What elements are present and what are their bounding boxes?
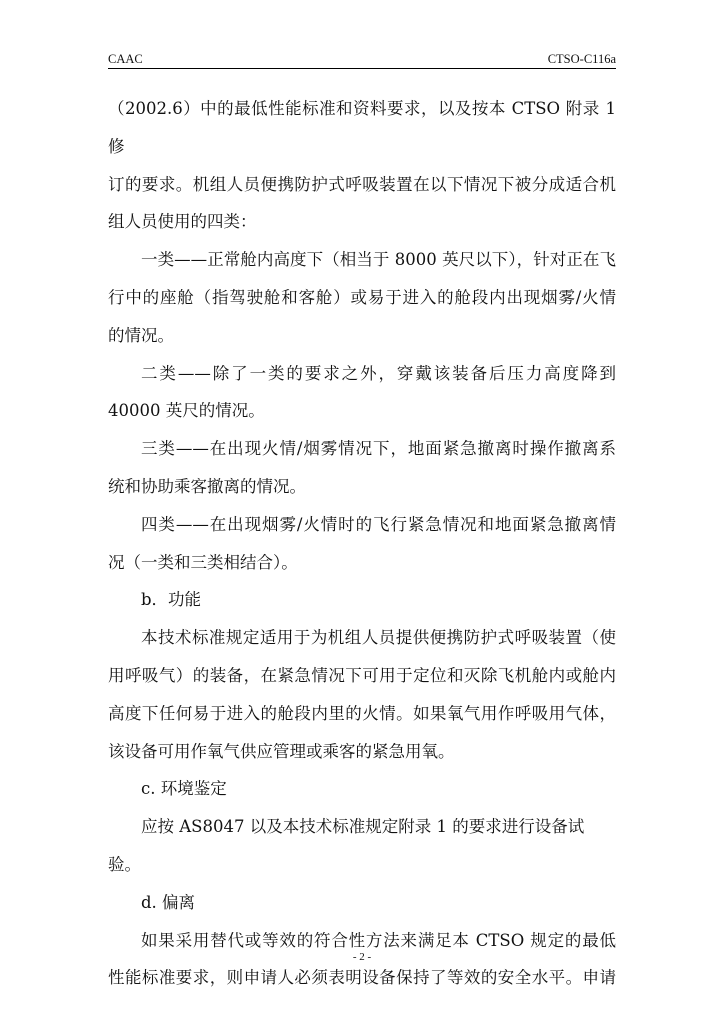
header-doc-number: CTSO-C116a bbox=[547, 52, 616, 66]
text-line: 况（一类和三类相结合）。 bbox=[108, 552, 298, 572]
text-line: 该设备可用作氧气供应管理或乘客的紧急用氧。 bbox=[108, 741, 455, 761]
header-divider bbox=[108, 68, 616, 69]
text-line: 如果采用替代或等效的符合性方法来满足本 CTSO 规定的最低 bbox=[141, 930, 616, 950]
page-number: - 2 - bbox=[352, 951, 372, 963]
text-line: （2002.6）中的最低性能标准和资料要求，以及按本 CTSO 附录 1 修 bbox=[108, 99, 616, 156]
text-line: 统和协助乘客撤离的情况。 bbox=[108, 476, 306, 496]
text-line: 40000 英尺的情况。 bbox=[108, 401, 265, 421]
header-org: CAAC bbox=[108, 52, 143, 66]
category-3-line: 三类——在出现火情/烟雾情况下，地面紧急撤离时操作撤离系 bbox=[141, 439, 616, 459]
text-line: 应按 AS8047 以及本技术标准规定附录 1 的要求进行设备试验。 bbox=[108, 817, 585, 874]
text-line: 行中的座舱（指驾驶舱和客舱）或易于进入的舱段内出现烟雾/火情 bbox=[108, 287, 616, 307]
category-2-line: 二类——除了一类的要求之外，穿戴该装备后压力高度降到 bbox=[141, 363, 616, 383]
category-1-line: 一类——正常舱内高度下（相当于 8000 英尺以下），针对正在飞 bbox=[141, 250, 616, 270]
text-line: 的情况。 bbox=[108, 325, 174, 345]
text-line: 订的要求。机组人员便携防护式呼吸装置在以下情况下被分成适合机 bbox=[108, 174, 616, 194]
section-heading-d: d. 偏离 bbox=[141, 892, 196, 912]
text-line: 本技术标准规定适用于为机组人员提供便携防护式呼吸装置（使 bbox=[141, 628, 616, 648]
text-line: 组人员使用的四类： bbox=[108, 212, 257, 232]
section-heading-b: b．功能 bbox=[141, 590, 202, 610]
text-line: 高度下任何易于进入的舱段内里的火情。如果氧气用作呼吸用气体， bbox=[108, 703, 616, 723]
category-4-line: 四类——在出现烟雾/火情时的飞行紧急情况和地面紧急撤离情 bbox=[141, 514, 616, 534]
body-text bbox=[108, 90, 616, 997]
section-heading-c: c. 环境鉴定 bbox=[141, 779, 227, 799]
text-line: 性能标准要求，则申请人必须表明设备保持了等效的安全水平。申请 bbox=[108, 968, 616, 988]
page-header bbox=[108, 52, 616, 66]
text-line: 用呼吸气）的装备，在紧急情况下可用于定位和灭除飞机舱内或舱内 bbox=[108, 665, 616, 685]
